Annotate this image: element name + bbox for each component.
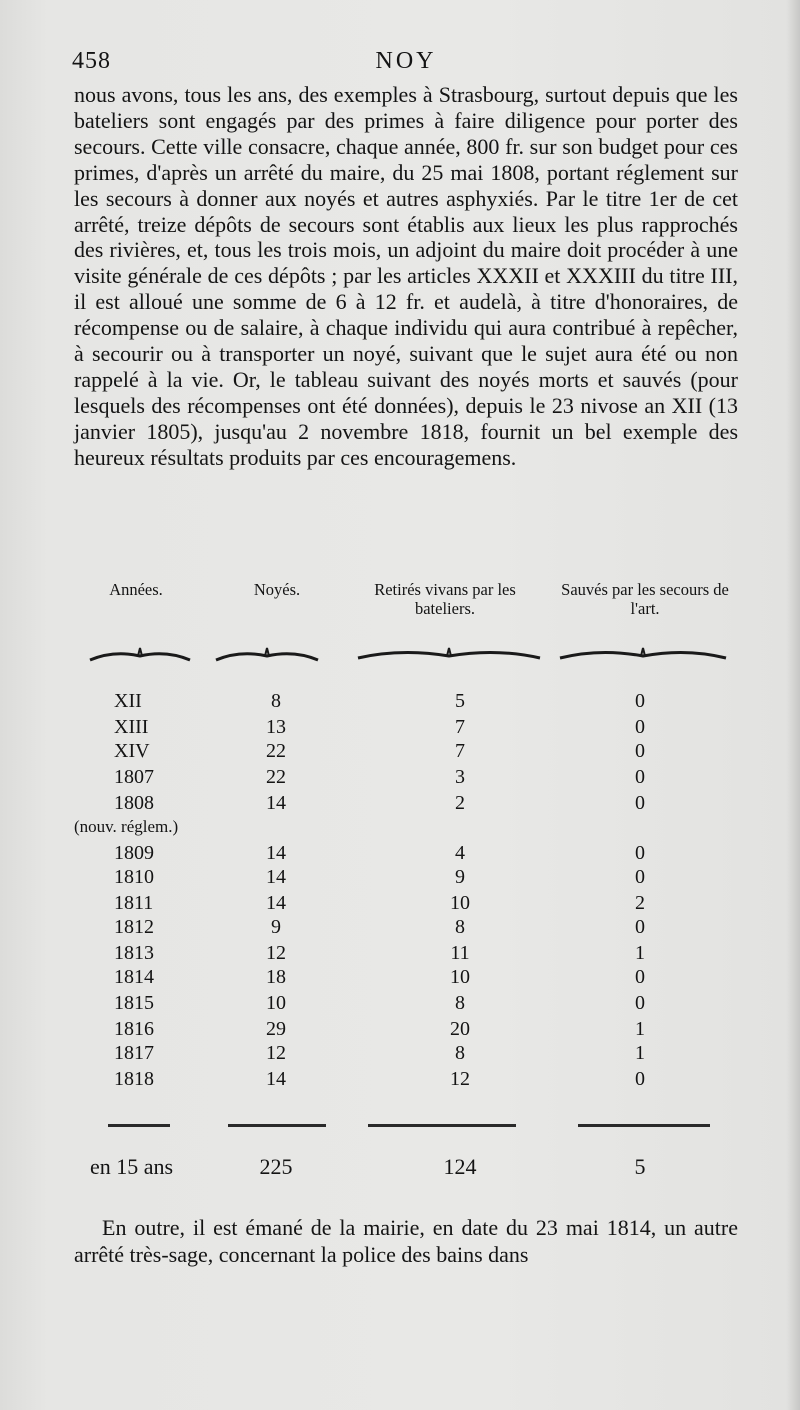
cell-retires: 9: [455, 866, 465, 888]
table-row: [0, 792, 800, 817]
cell-noyes: 10: [266, 992, 286, 1014]
page-number: 458: [72, 48, 111, 74]
cell-year: 1816: [114, 1018, 154, 1040]
cell-retires: 10: [450, 966, 470, 988]
page-header: [72, 46, 740, 80]
cell-year: 1814: [114, 966, 154, 988]
totals-retires: 124: [443, 1154, 477, 1179]
cell-sauves: 1: [635, 942, 645, 964]
cell-noyes: 12: [266, 942, 286, 964]
cell-noyes: 22: [266, 740, 286, 762]
table-row: [0, 766, 800, 791]
paragraph-1-text: nous avons, tous les ans, des exemples à Strasbourg, surtout depuis que les bateliers sont engagés par des primes à faire diligence pour porter des secours. Cette ville consacre, chaque année, 800 fr. sur son budget pour ces primes, d'après un arrêté du maire, du 25 mai 1808, portant réglement sur les secours à donner aux noyés et autres asphyxiés. Par le titre 1er de cet arrêté, treize dépôts de secours sont établis aux lieux les plus rapprochés des rivières, et, tous les trois mois, un adjoint du maire doit procéder à une visite générale de ces dépôts ; par les articles XXXII et XXXIII du titre III, il est alloué une somme de 6 à 12 fr. et audelà, à titre d'honoraires, de récompense ou de salaire, à chaque individu qui aura contribué à repêcher, à secourir ou à transporter un noyé, suivant que le sujet aura été ou non rappelé à la vie. Or, le tableau suivant des noyés morts et sauvés (pour lesquels des récompenses ont été données), depuis le 23 nivose an XII (13 janvier 1805), jusqu'au 2 novembre 1818, fournit un bel exemple des heureux résultats produits par ces encouragemens.: [74, 82, 738, 470]
sum-rule-annees: [108, 1124, 170, 1127]
col-header-annees: Années.: [109, 580, 163, 599]
table-row: [0, 1042, 800, 1067]
cell-year: 1809: [114, 842, 154, 864]
cell-sauves: 0: [635, 792, 645, 814]
col-header-noyes: Noyés.: [253, 580, 301, 599]
cell-noyes: 14: [266, 892, 286, 914]
cell-retires: 2: [455, 792, 465, 814]
cell-year: 1807: [114, 766, 154, 788]
cell-sauves: 0: [635, 716, 645, 738]
cell-retires: 5: [455, 690, 465, 712]
table-row: [0, 966, 800, 991]
table-row: [0, 892, 800, 917]
table-row: [0, 992, 800, 1017]
table-row: [0, 842, 800, 867]
cell-noyes: 14: [266, 1068, 286, 1090]
cell-year: XIV: [114, 740, 150, 762]
cell-noyes: 29: [266, 1018, 286, 1040]
cell-sauves: 0: [635, 740, 645, 762]
cell-year: 1813: [114, 942, 154, 964]
paragraph-2: [74, 1214, 738, 1268]
cell-sauves: 0: [635, 866, 645, 888]
cell-noyes: 14: [266, 792, 286, 814]
cell-retires: 20: [450, 1018, 470, 1040]
table-row: [0, 916, 800, 941]
table-row: [0, 1018, 800, 1043]
cell-retires: 7: [455, 716, 465, 738]
cell-sauves: 1: [635, 1018, 645, 1040]
brace-retires: [356, 644, 542, 666]
cell-retires: 8: [455, 916, 465, 938]
cell-noyes: 22: [266, 766, 286, 788]
totals-sauves: 5: [634, 1154, 646, 1179]
cell-year: 1818: [114, 1068, 154, 1090]
cell-noyes: 12: [266, 1042, 286, 1064]
cell-year: 1810: [114, 866, 154, 888]
cell-retires: 8: [455, 992, 465, 1014]
cell-year: XII: [114, 690, 142, 712]
cell-sauves: 0: [635, 766, 645, 788]
cell-sauves: 0: [635, 966, 645, 988]
cell-year: 1812: [114, 916, 154, 938]
cell-noyes: 8: [271, 690, 281, 712]
brace-annees: [88, 644, 192, 666]
table-row: [0, 1068, 800, 1093]
table-row: [0, 690, 800, 715]
cell-year: 1817: [114, 1042, 154, 1064]
brace-sauves: [558, 644, 728, 666]
cell-retires: 12: [450, 1068, 470, 1090]
cell-year: XIII: [114, 716, 149, 738]
totals-noyes: 225: [259, 1154, 293, 1179]
cell-sauves: 0: [635, 690, 645, 712]
paragraph-2-text: En outre, il est émané de la mairie, en date du 23 mai 1814, un autre arrêté très-sage, concernant la police des bains dans: [74, 1215, 738, 1267]
cell-noyes: 14: [266, 866, 286, 888]
col-header-sauves: Sauvés par les secours de l'art.: [561, 580, 729, 618]
cell-noyes: 18: [266, 966, 286, 988]
cell-year: 1815: [114, 992, 154, 1014]
cell-retires: 11: [450, 942, 470, 964]
cell-sauves: 0: [635, 1068, 645, 1090]
table-row: [0, 716, 800, 741]
row-note: (nouv. réglem.): [74, 817, 179, 836]
cell-retires: 3: [455, 766, 465, 788]
cell-retires: 10: [450, 892, 470, 914]
cell-sauves: 1: [635, 1042, 645, 1064]
cell-retires: 7: [455, 740, 465, 762]
cell-year: 1808: [114, 792, 154, 814]
table-row: [0, 942, 800, 967]
totals-row: [0, 1154, 800, 1184]
brace-noyes: [214, 644, 320, 666]
cell-sauves: 0: [635, 842, 645, 864]
col-header-retires: Retirés vivans par les bateliers.: [374, 580, 516, 618]
cell-retires: 8: [455, 1042, 465, 1064]
sum-rule-retires: [368, 1124, 516, 1127]
table-row: [0, 866, 800, 891]
running-head: NOY: [375, 48, 437, 74]
cell-noyes: 9: [271, 916, 281, 938]
cell-retires: 4: [455, 842, 465, 864]
table-row: [0, 740, 800, 765]
cell-sauves: 0: [635, 992, 645, 1014]
cell-sauves: 0: [635, 916, 645, 938]
sum-rule-sauves: [578, 1124, 710, 1127]
cell-sauves: 2: [635, 892, 645, 914]
cell-year: 1811: [114, 892, 154, 914]
cell-noyes: 13: [266, 716, 286, 738]
cell-noyes: 14: [266, 842, 286, 864]
paragraph-1: [74, 82, 738, 471]
sum-rule-noyes: [228, 1124, 326, 1127]
totals-label: en 15 ans: [90, 1154, 174, 1179]
